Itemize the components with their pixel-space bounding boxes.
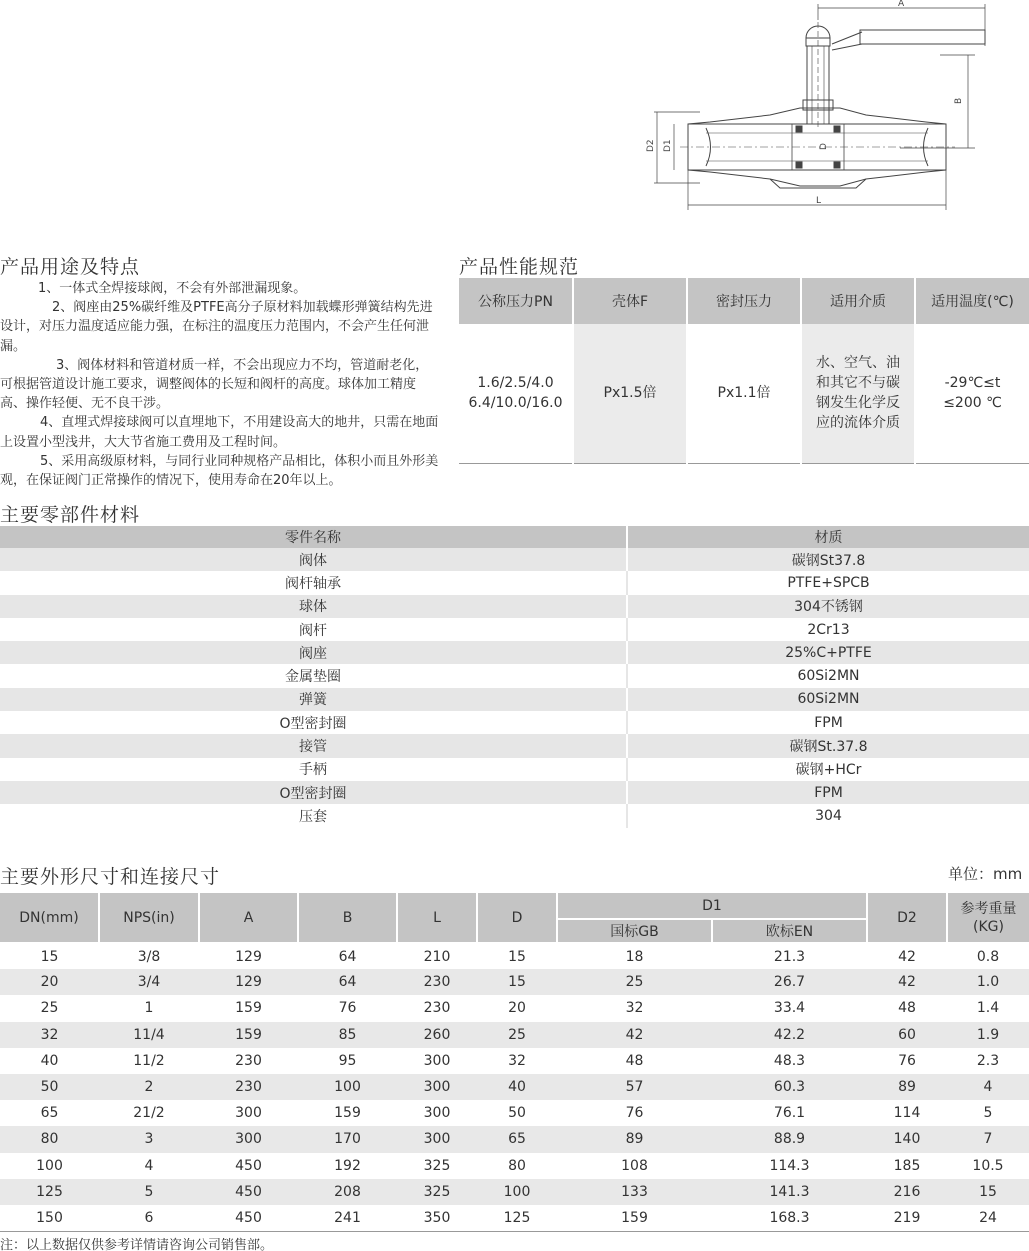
feature-item: 1、一体式全焊接球阀，不会有外部泄漏现象。 — [38, 281, 307, 296]
table-row — [0, 969, 1029, 995]
dims-cell-dn: 65 — [0, 1100, 99, 1126]
dims-cell-d2: 60 — [867, 1022, 947, 1048]
table-row — [0, 1153, 1029, 1179]
dims-cell-weight: 15 — [947, 1179, 1029, 1205]
dimensions-table — [0, 893, 1029, 1232]
table-row — [0, 995, 1029, 1021]
dims-header-d1-gb: 国标GB — [557, 919, 712, 943]
dims-cell-d1-gb: 25 — [557, 969, 712, 995]
part-name-cell: 弹簧 — [0, 688, 627, 711]
parts-table — [0, 526, 1029, 828]
dims-cell-d1-gb: 133 — [557, 1179, 712, 1205]
dims-cell-d: 25 — [477, 1022, 557, 1048]
dims-cell-d1-en: 48.3 — [712, 1048, 867, 1074]
part-material-cell: FPM — [627, 711, 1029, 734]
part-name-cell: O型密封圈 — [0, 781, 627, 804]
dims-cell-weight: 4 — [947, 1074, 1029, 1100]
parts-header-material: 材质 — [627, 526, 1029, 548]
dims-cell-d1-en: 168.3 — [712, 1205, 867, 1231]
dims-cell-nps: 21/2 — [99, 1100, 199, 1126]
dims-cell-d2: 48 — [867, 995, 947, 1021]
part-name-cell: 金属垫圈 — [0, 664, 627, 687]
dims-cell-a: 450 — [199, 1179, 298, 1205]
dims-cell-weight: 5 — [947, 1100, 1029, 1126]
dims-cell-d2: 42 — [867, 969, 947, 995]
dims-cell-dn: 20 — [0, 969, 99, 995]
part-name-cell: 手柄 — [0, 758, 627, 781]
dims-header-l: L — [397, 893, 477, 943]
dims-header-d1-en: 欧标EN — [712, 919, 867, 943]
dims-cell-l: 230 — [397, 969, 477, 995]
table-row — [0, 734, 1029, 757]
dims-header-a: A — [199, 893, 298, 943]
dims-cell-dn: 125 — [0, 1179, 99, 1205]
part-material-cell: 碳钢St37.8 — [627, 548, 1029, 571]
table-row — [0, 1179, 1029, 1205]
dims-header-weight: 参考重量 (KG) — [947, 893, 1029, 943]
perf-header-seal: 密封压力 — [687, 278, 801, 324]
dims-cell-d1-en: 76.1 — [712, 1100, 867, 1126]
features-title: 产品用途及特点 — [0, 256, 141, 278]
dims-cell-l: 325 — [397, 1153, 477, 1179]
dims-cell-dn: 15 — [0, 943, 99, 969]
part-name-cell: 压套 — [0, 804, 627, 827]
dims-cell-b: 76 — [298, 995, 397, 1021]
table-row — [0, 943, 1029, 969]
features-list — [0, 279, 441, 490]
feature-item: 2、阀座由25%碳纤维及PTFE高分子原材料加载蝶形弹簧结构先进设计，对压力温度适应能力强，在标注的温度压力范围内，不会产生任何泄漏。 — [0, 300, 433, 354]
perf-header-shell: 壳体F — [573, 278, 687, 324]
dims-header-b: B — [298, 893, 397, 943]
dims-cell-l: 300 — [397, 1048, 477, 1074]
dims-cell-weight: 1.9 — [947, 1022, 1029, 1048]
dims-cell-nps: 1 — [99, 995, 199, 1021]
table-row — [0, 1048, 1029, 1074]
table-row — [0, 1074, 1029, 1100]
dims-cell-d1-en: 33.4 — [712, 995, 867, 1021]
perf-temp: -29℃≤t ≤200 ℃ — [915, 324, 1029, 463]
part-name-cell: 阀杆 — [0, 618, 627, 641]
perf-medium: 水、空气、油 和其它不与碳 钢发生化学反 应的流体介质 — [801, 324, 915, 463]
part-material-cell: 60Si2MN — [627, 664, 1029, 687]
part-material-cell: PTFE+SPCB — [627, 571, 1029, 594]
dims-cell-d2: 140 — [867, 1126, 947, 1152]
dims-cell-a: 450 — [199, 1205, 298, 1231]
dims-cell-d1-gb: 76 — [557, 1100, 712, 1126]
dims-cell-l: 300 — [397, 1074, 477, 1100]
dims-cell-d1-gb: 18 — [557, 943, 712, 969]
part-material-cell: 碳钢St.37.8 — [627, 734, 1029, 757]
dims-cell-d1-gb: 48 — [557, 1048, 712, 1074]
parts-title: 主要零部件材料 — [0, 504, 141, 526]
dims-cell-dn: 25 — [0, 995, 99, 1021]
part-material-cell: 304不锈钢 — [627, 595, 1029, 618]
dimensions-title: 主要外形尺寸和连接尺寸 — [0, 866, 221, 888]
part-material-cell: 2Cr13 — [627, 618, 1029, 641]
dims-cell-dn: 40 — [0, 1048, 99, 1074]
feature-item: 4、直埋式焊接球阀可以直埋地下，不用建设高大的地井，只需在地面上设置小型浅井，大大节省施工费用及工程时间。 — [0, 415, 439, 450]
dims-cell-d1-gb: 108 — [557, 1153, 712, 1179]
table-row — [0, 781, 1029, 804]
dims-cell-weight: 24 — [947, 1205, 1029, 1231]
dims-cell-a: 230 — [199, 1048, 298, 1074]
dims-cell-b: 64 — [298, 943, 397, 969]
dims-header-d1: D1 — [557, 893, 867, 919]
dims-cell-l: 260 — [397, 1022, 477, 1048]
dims-cell-weight: 1.4 — [947, 995, 1029, 1021]
dims-cell-a: 300 — [199, 1126, 298, 1152]
valve-technical-drawing — [640, 0, 1029, 215]
dims-cell-l: 350 — [397, 1205, 477, 1231]
dims-cell-d1-en: 21.3 — [712, 943, 867, 969]
dims-cell-nps: 2 — [99, 1074, 199, 1100]
part-name-cell: 阀体 — [0, 548, 627, 571]
dims-cell-a: 230 — [199, 1074, 298, 1100]
dims-cell-l: 300 — [397, 1126, 477, 1152]
performance-table — [459, 278, 1029, 464]
dims-cell-l: 230 — [397, 995, 477, 1021]
part-material-cell: 60Si2MN — [627, 688, 1029, 711]
table-row — [0, 618, 1029, 641]
part-name-cell: O型密封圈 — [0, 711, 627, 734]
dims-cell-dn: 80 — [0, 1126, 99, 1152]
table-row — [0, 688, 1029, 711]
dims-cell-nps: 11/4 — [99, 1022, 199, 1048]
table-row — [0, 1126, 1029, 1152]
perf-shell: Px1.5倍 — [573, 324, 687, 463]
part-name-cell: 阀座 — [0, 641, 627, 664]
dims-cell-a: 300 — [199, 1100, 298, 1126]
dims-cell-d2: 42 — [867, 943, 947, 969]
dims-cell-d: 65 — [477, 1126, 557, 1152]
dim-b-label: B — [954, 97, 964, 104]
dims-cell-nps: 3/8 — [99, 943, 199, 969]
dims-cell-dn: 100 — [0, 1153, 99, 1179]
dims-cell-b: 95 — [298, 1048, 397, 1074]
table-row — [0, 548, 1029, 571]
table-row — [0, 758, 1029, 781]
dims-cell-b: 192 — [298, 1153, 397, 1179]
dims-header-d2: D2 — [867, 893, 947, 943]
dims-cell-b: 170 — [298, 1126, 397, 1152]
table-row — [0, 664, 1029, 687]
dims-cell-l: 210 — [397, 943, 477, 969]
dims-cell-b: 64 — [298, 969, 397, 995]
dims-cell-dn: 50 — [0, 1074, 99, 1100]
dims-cell-a: 159 — [199, 995, 298, 1021]
dims-cell-d: 100 — [477, 1179, 557, 1205]
dims-cell-a: 159 — [199, 1022, 298, 1048]
dims-cell-weight: 7 — [947, 1126, 1029, 1152]
dims-cell-b: 100 — [298, 1074, 397, 1100]
dims-cell-b: 241 — [298, 1205, 397, 1231]
dims-cell-dn: 32 — [0, 1022, 99, 1048]
dims-cell-nps: 6 — [99, 1205, 199, 1231]
dims-cell-d1-en: 114.3 — [712, 1153, 867, 1179]
table-row — [0, 595, 1029, 618]
dims-cell-l: 325 — [397, 1179, 477, 1205]
dims-cell-d: 20 — [477, 995, 557, 1021]
dims-cell-d1-en: 88.9 — [712, 1126, 867, 1152]
dims-cell-d2: 219 — [867, 1205, 947, 1231]
dims-cell-d: 40 — [477, 1074, 557, 1100]
dims-cell-d1-en: 26.7 — [712, 969, 867, 995]
perf-header-pn: 公称压力PN — [459, 278, 573, 324]
dims-cell-b: 208 — [298, 1179, 397, 1205]
feature-item: 5、采用高级原材料，与同行业同种规格产品相比，体积小而且外形美观，在保证阀门正常操作的情况下，使用寿命在20年以上。 — [0, 453, 439, 489]
part-material-cell: FPM — [627, 781, 1029, 804]
dims-cell-d2: 89 — [867, 1074, 947, 1100]
part-material-cell: 25%C+PTFE — [627, 641, 1029, 664]
dim-l-label: L — [816, 196, 822, 206]
part-material-cell: 304 — [627, 804, 1029, 827]
dims-cell-d: 50 — [477, 1100, 557, 1126]
dims-cell-nps: 5 — [99, 1179, 199, 1205]
dims-cell-d1-en: 60.3 — [712, 1074, 867, 1100]
dims-cell-b: 85 — [298, 1022, 397, 1048]
dims-cell-d: 80 — [477, 1153, 557, 1179]
dims-cell-d: 15 — [477, 943, 557, 969]
dims-cell-d: 125 — [477, 1205, 557, 1231]
dims-cell-nps: 4 — [99, 1153, 199, 1179]
dims-header-nps: NPS(in) — [99, 893, 199, 943]
dims-cell-nps: 11/2 — [99, 1048, 199, 1074]
perf-header-temp: 适用温度(℃) — [915, 278, 1029, 324]
dims-cell-weight: 0.8 — [947, 943, 1029, 969]
perf-pn: 1.6/2.5/4.0 6.4/10.0/16.0 — [459, 324, 573, 463]
part-name-cell: 阀杆轴承 — [0, 571, 627, 594]
dims-cell-nps: 3/4 — [99, 969, 199, 995]
dims-header-dn: DN(mm) — [0, 893, 99, 943]
part-material-cell: 碳钢+HCr — [627, 758, 1029, 781]
dims-cell-d1-en: 141.3 — [712, 1179, 867, 1205]
table-row — [0, 571, 1029, 594]
dim-d-label: D — [819, 143, 829, 150]
dims-cell-d1-gb: 159 — [557, 1205, 712, 1231]
dims-cell-d1-en: 42.2 — [712, 1022, 867, 1048]
dims-cell-weight: 2.3 — [947, 1048, 1029, 1074]
table-row — [0, 1022, 1029, 1048]
dims-cell-weight: 1.0 — [947, 969, 1029, 995]
table-row — [0, 641, 1029, 664]
dims-cell-d1-gb: 42 — [557, 1022, 712, 1048]
table-row — [0, 804, 1029, 827]
dims-cell-d1-gb: 57 — [557, 1074, 712, 1100]
dims-cell-b: 159 — [298, 1100, 397, 1126]
dims-cell-d: 15 — [477, 969, 557, 995]
perf-seal: Px1.1倍 — [687, 324, 801, 463]
part-name-cell: 球体 — [0, 595, 627, 618]
table-row — [0, 1205, 1029, 1231]
dims-cell-d2: 114 — [867, 1100, 947, 1126]
footnote: 注：以上数据仅供参考详情请咨询公司销售部。 — [0, 1238, 274, 1251]
dims-cell-a: 450 — [199, 1153, 298, 1179]
performance-title: 产品性能规范 — [459, 256, 580, 278]
dims-cell-d1-gb: 32 — [557, 995, 712, 1021]
dims-cell-a: 129 — [199, 943, 298, 969]
dims-header-d: D — [477, 893, 557, 943]
dims-cell-weight: 10.5 — [947, 1153, 1029, 1179]
feature-item: 3、阀体材料和管道材质一样，不会出现应力不均，管道耐老化，可根据管道设计施工要求，调整阀体的长短和阀杆的高度。球体加工精度高、操作轻便、无不良干涉。 — [0, 357, 429, 412]
table-row — [0, 711, 1029, 734]
dims-cell-d: 32 — [477, 1048, 557, 1074]
dims-cell-dn: 150 — [0, 1205, 99, 1231]
perf-header-medium: 适用介质 — [801, 278, 915, 324]
dim-d1-label: D1 — [663, 139, 673, 152]
parts-header-name: 零件名称 — [0, 526, 627, 548]
dims-cell-nps: 3 — [99, 1126, 199, 1152]
dim-d2-label: D2 — [646, 139, 656, 152]
dims-cell-d2: 185 — [867, 1153, 947, 1179]
dims-cell-l: 300 — [397, 1100, 477, 1126]
dims-cell-d2: 216 — [867, 1179, 947, 1205]
dims-cell-d1-gb: 89 — [557, 1126, 712, 1152]
dims-cell-a: 129 — [199, 969, 298, 995]
unit-label: 单位：mm — [948, 865, 1023, 883]
dims-cell-d2: 76 — [867, 1048, 947, 1074]
part-name-cell: 接管 — [0, 734, 627, 757]
dim-a-label: A — [898, 0, 905, 9]
table-row — [0, 1100, 1029, 1126]
